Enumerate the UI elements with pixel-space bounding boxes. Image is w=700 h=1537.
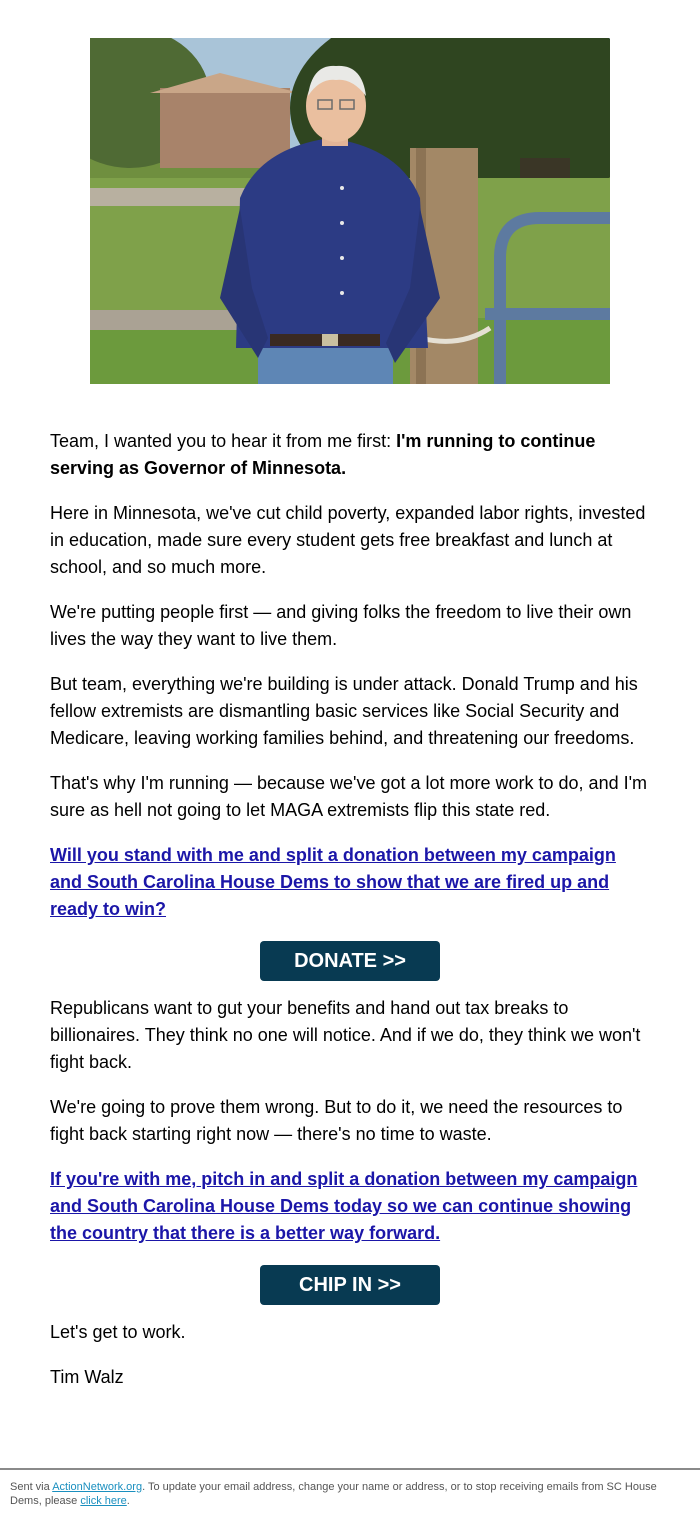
intro-announcement: I'm running to continue serving as Governor of Minnesota. — [50, 431, 596, 478]
paragraph-chip-in-ask — [50, 1166, 650, 1247]
paragraph-people-first: We're putting people first — and giving folks the freedom to live their own lives the way they want to live them. — [50, 602, 632, 649]
footer-suffix: . — [126, 1495, 130, 1507]
chip-in-button-wrap — [50, 1265, 650, 1305]
paragraph-donate-ask — [50, 842, 650, 923]
message-content — [50, 428, 650, 1409]
footer-prefix: Sent via — [10, 1481, 53, 1493]
intro-text: Team, I wanted you to hear it from me first: — [50, 431, 397, 451]
chip-in-button[interactable]: CHIP IN >> — [260, 1265, 440, 1305]
footer-middle: . To update your email address, change your name or address, or to stop receiving emails from SC House Dems, please — [10, 1481, 657, 1507]
donate-ask-link[interactable]: Will you stand with me and split a donation between my campaign and South Carolina House Dems to show that we are fired up and ready to win? — [50, 845, 616, 919]
chip-in-ask-link[interactable]: If you're with me, pitch in and split a donation between my campaign and South Carolina House Dems today so we can continue showing the country that there is a better way forward. — [50, 1169, 638, 1243]
paragraph-prove-wrong: We're going to prove them wrong. But to do it, we need the resources to fight back starting right now — there's no time to waste. — [50, 1097, 623, 1144]
donate-button[interactable]: DONATE >> — [260, 941, 440, 981]
paragraph-republicans: Republicans want to gut your benefits and hand out tax breaks to billionaires. They think no one will notice. And if we do, they think we won't fight back. — [50, 998, 641, 1072]
paragraph-accomplishments: Here in Minnesota, we've cut child poverty, expanded labor rights, invested in education, made sure every student gets free breakfast and lunch at school, and so much more. — [50, 503, 646, 577]
paragraph-intro — [50, 428, 650, 482]
paragraph-under-attack: But team, everything we're building is under attack. Donald Trump and his fellow extremists are dismantling basic services like Social Security and Medicare, leaving working families behind, and threatening our freedoms. — [50, 674, 638, 748]
action-network-link[interactable]: ActionNetwork.org — [52, 1481, 143, 1493]
hero-photo — [90, 38, 610, 384]
unsubscribe-link[interactable]: click here — [80, 1495, 127, 1507]
paragraph-why-running: That's why I'm running — because we've got a lot more work to do, and I'm sure as hell not going to let MAGA extremists flip this state red. — [50, 773, 648, 820]
donate-button-wrap — [50, 941, 650, 981]
signature: Tim Walz — [50, 1367, 124, 1387]
closing-line: Let's get to work. — [50, 1322, 186, 1342]
hero-photo-image — [90, 38, 610, 384]
email-footer — [0, 1468, 700, 1537]
